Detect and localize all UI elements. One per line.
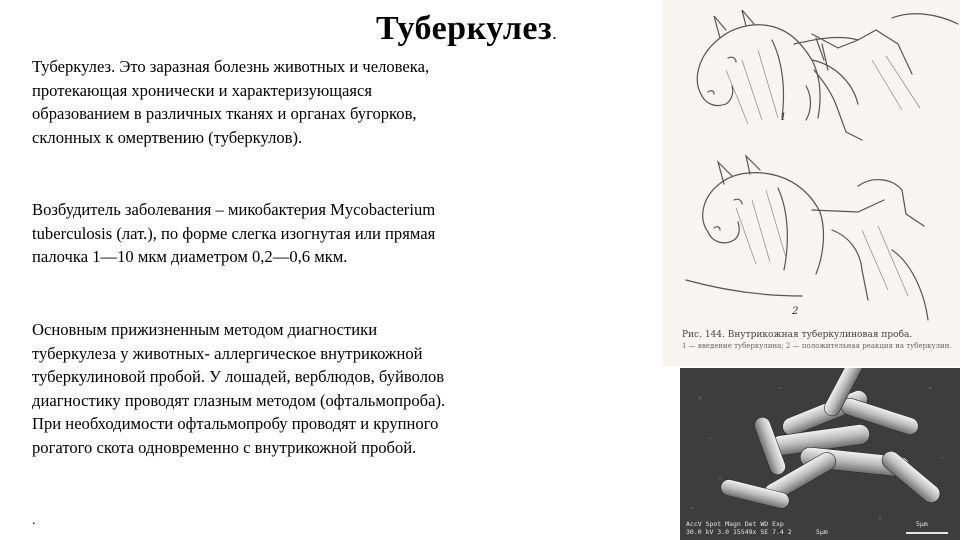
micrograph-info-left bbox=[686, 520, 792, 536]
micrograph-scale-label: 5µm bbox=[916, 520, 928, 528]
bacteria-micrograph bbox=[680, 368, 960, 540]
bacteria-rods bbox=[680, 368, 960, 540]
figure-caption-title: Рис. 144. Внутрикожная туберкулиновая проба. bbox=[682, 330, 913, 340]
micrograph-info-line-2: 30.0 kV 3.0 15549x SE 7.4 2 bbox=[686, 528, 792, 536]
paragraph-definition: Туберкулез. Это заразная болезнь животных и человека, протекающая хронически и характеризующаяся образованием в различных тканях и органах бугорков, склонных к омертвению (туберкулов). bbox=[32, 57, 430, 147]
micrograph-info-line-1: AccV Spot Magn Det WD Exp bbox=[686, 520, 784, 528]
slide-title-text: Туберкулез bbox=[376, 10, 553, 47]
micrograph-info-bar bbox=[680, 520, 960, 540]
micrograph-info-mid: 5µm bbox=[816, 528, 828, 536]
figure-caption-sub: 1 — введение туберкулина; 2 — положительная реакция на туберкулин. bbox=[682, 342, 952, 350]
slide-title bbox=[376, 10, 557, 48]
paragraph-pathogen: Возбудитель заболевания – микобактерия Mycobacterium tuberculosis (лат.), по форме слегка изогнутая или прямая палочка 1—10 мкм диаметром 0,2—0,6 мкм. bbox=[32, 200, 436, 267]
micrograph-scale-bar bbox=[906, 532, 948, 534]
figure-label-1: 1 bbox=[780, 112, 787, 123]
figure-label-2: 2 bbox=[792, 306, 799, 317]
tuberculin-test-illustration bbox=[662, 0, 960, 366]
calf-drawings bbox=[662, 0, 960, 366]
paragraph-diagnostics: Основным прижизненным методом диагностики туберкулеза у животных- аллергическое внутрикожной туберкулиновой пробой. У лошадей, верблюдов, буйволов диагностику проводят глазным методом (офтальмопроба). При необходимости офтальмопробу проводят и крупного рогатого скота одновременно с внутрикожной пробой. bbox=[32, 320, 446, 457]
figure-caption bbox=[682, 330, 958, 352]
slide-title-dot: . bbox=[552, 23, 558, 43]
stray-dot: . bbox=[32, 513, 36, 528]
